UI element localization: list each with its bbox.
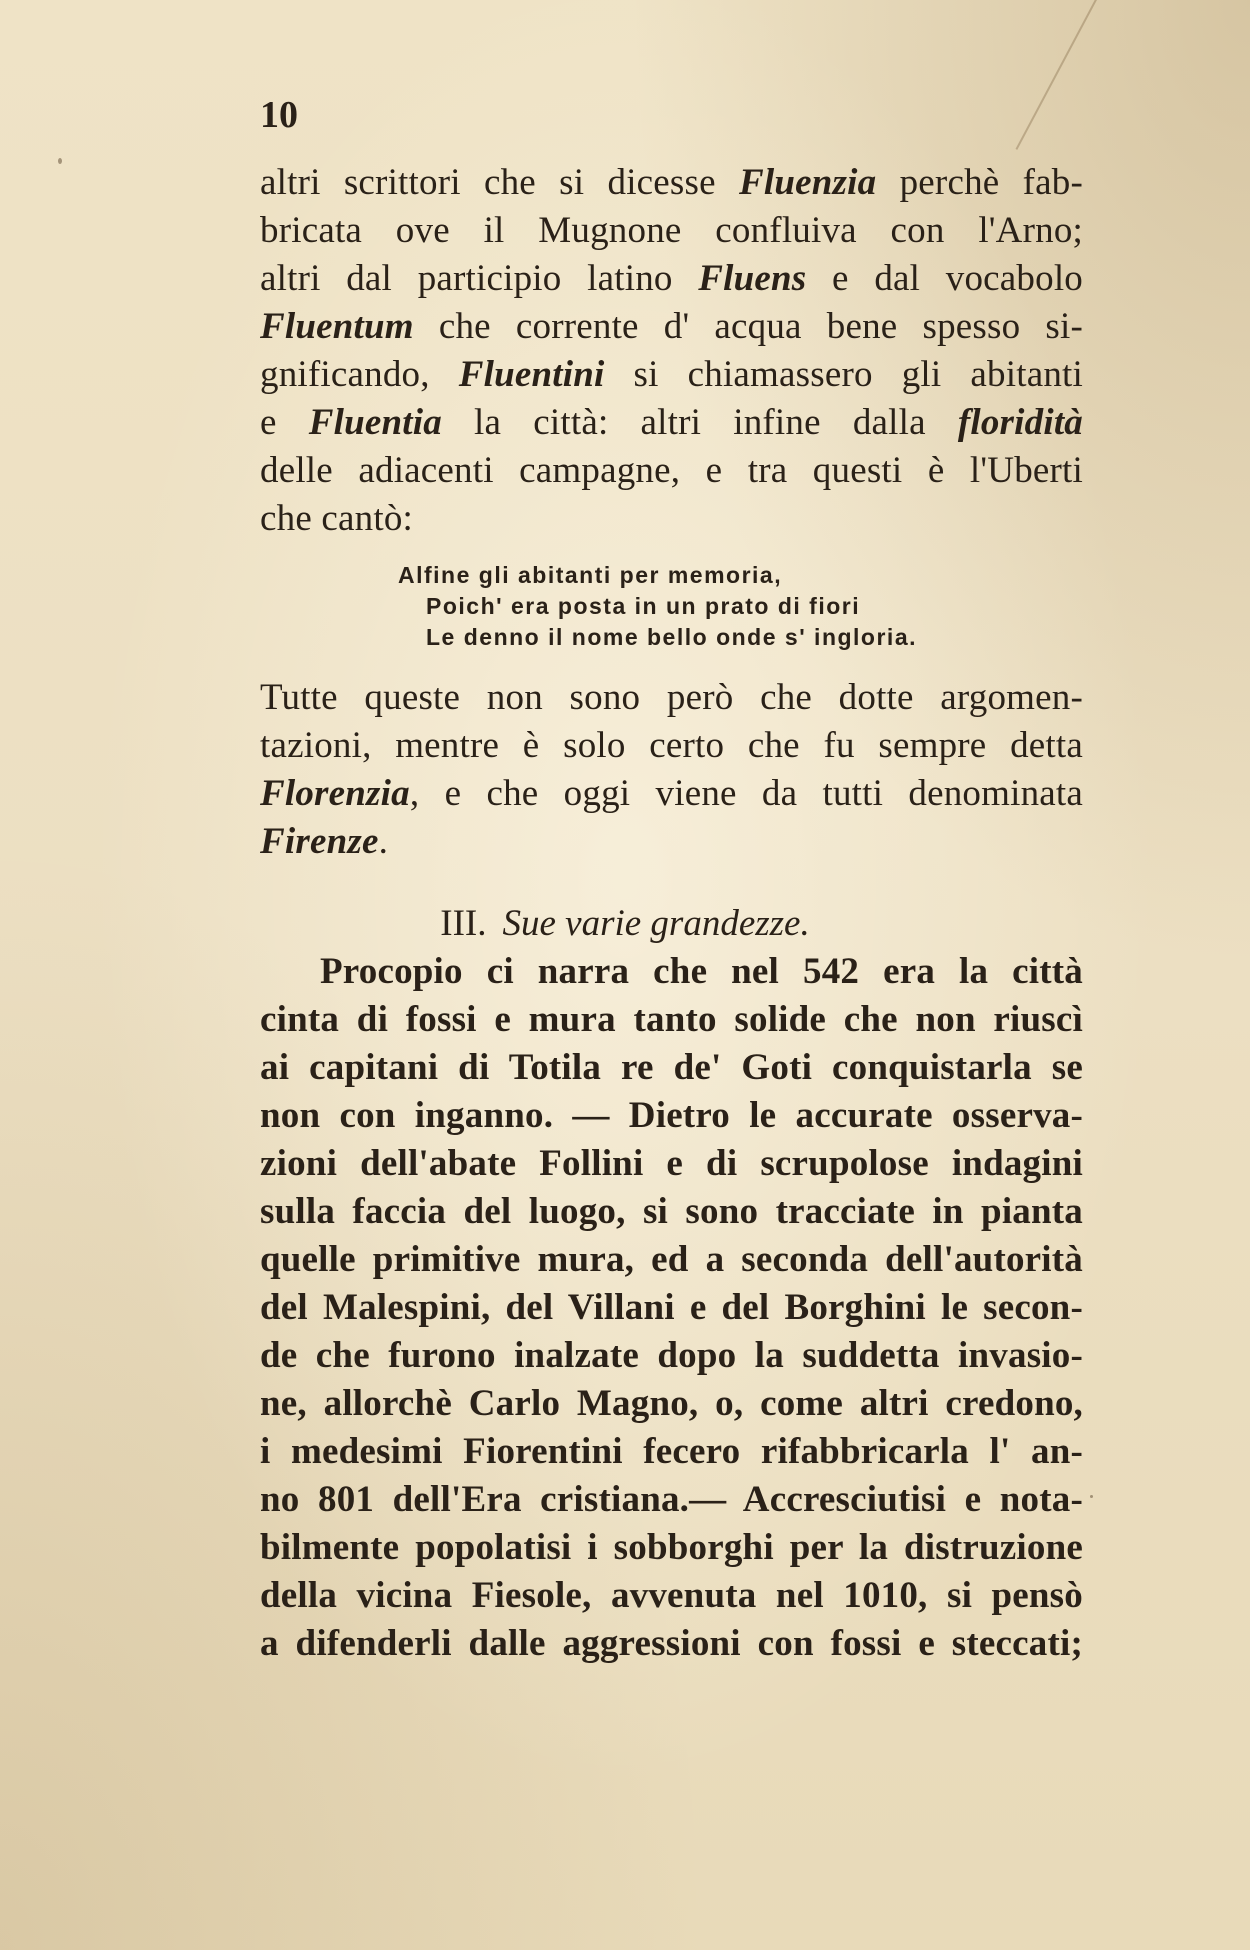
text-line: Fluentum che corrente d' acqua bene spesso si- bbox=[260, 306, 1083, 347]
text-line: cinta di fossi e mura tanto solide che non riuscì bbox=[260, 999, 1083, 1040]
paper-speck bbox=[1090, 1495, 1093, 1498]
italic-term: floridità bbox=[957, 402, 1083, 443]
text-line: delle adiacenti campagne, e tra questi è l'Uberti bbox=[260, 450, 1083, 491]
text-line: Florenzia, e che oggi viene da tutti denominata bbox=[260, 773, 1083, 814]
text-line: no 801 dell'Era cristiana.— Accresciutisi e nota- bbox=[260, 1479, 1083, 1520]
text-line: della vicina Fiesole, avvenuta nel 1010, si pensò bbox=[260, 1575, 1083, 1616]
text-line: non con inganno. — Dietro le accurate osserva- bbox=[260, 1095, 1083, 1136]
text-line: e Fluentia la città: altri infine dalla floridità bbox=[260, 402, 1083, 443]
paper-speck bbox=[58, 158, 62, 164]
text-line: bilmente popolatisi i sobborghi per la distruzione bbox=[260, 1527, 1083, 1568]
text-line: tazioni, mentre è solo certo che fu sempre detta bbox=[260, 725, 1083, 766]
italic-term: Fluens bbox=[698, 258, 807, 299]
text-line: a difenderli dalle aggressioni con fossi e steccati; bbox=[260, 1623, 1083, 1664]
section-number: III. bbox=[440, 903, 487, 944]
text-line: altri dal participio latino Fluens e dal vocabolo bbox=[260, 258, 1083, 299]
text-line: quelle primitive mura, ed a seconda dell'autorità bbox=[260, 1239, 1083, 1280]
italic-term: Fluentia bbox=[308, 402, 442, 443]
verse-line: Alfine gli abitanti per memoria, bbox=[398, 562, 783, 588]
verse-line: Poich' era posta in un prato di fiori bbox=[426, 593, 861, 619]
verse-line: Le denno il nome bello onde s' ingloria. bbox=[426, 624, 918, 650]
text-line: bricata ove il Mugnone confluiva con l'Arno; bbox=[260, 210, 1083, 251]
verse-quotation bbox=[398, 560, 917, 653]
text-line: ne, allorchè Carlo Magno, o, come altri credono, bbox=[260, 1383, 1083, 1424]
text-line: ai capitani di Totila re de' Goti conquistarla se bbox=[260, 1047, 1083, 1088]
text-line: gnificando, Fluentini si chiamassero gli abitanti bbox=[260, 354, 1083, 395]
paragraph-naming bbox=[260, 674, 1083, 866]
text-line: de che furono inalzate dopo la suddetta invasio- bbox=[260, 1335, 1083, 1376]
text-line: altri scrittori che si dicesse Fluenzia perchè fab- bbox=[260, 162, 1084, 203]
section-title: Sue varie grandezze. bbox=[502, 903, 810, 944]
page-crease bbox=[1015, 0, 1101, 150]
text-line: zioni dell'abate Follini e di scrupolose indagini bbox=[260, 1143, 1083, 1184]
text-line: che cantò: bbox=[260, 498, 413, 539]
paragraph-etymology bbox=[260, 159, 1083, 543]
italic-term: Fluenzia bbox=[739, 162, 877, 203]
page-number: 10 bbox=[260, 94, 298, 136]
italic-term: Fluentum bbox=[260, 306, 414, 347]
text-line: i medesimi Fiorentini fecero rifabbricarla l' an- bbox=[260, 1431, 1083, 1472]
text-line: del Malespini, del Villani e del Borghini le secon- bbox=[260, 1287, 1083, 1328]
text-line: Tutte queste non sono però che dotte argomen- bbox=[260, 677, 1083, 718]
italic-term: Fluentini bbox=[458, 354, 605, 395]
text-line: Firenze. bbox=[260, 821, 389, 862]
text-line: sulla faccia del luogo, si sono tracciate in pianta bbox=[260, 1191, 1083, 1232]
paragraph-city-walls bbox=[260, 948, 1083, 1668]
italic-term: Firenze bbox=[260, 821, 379, 862]
section-heading bbox=[0, 900, 1250, 948]
text-line: Procopio ci narra che nel 542 era la città bbox=[320, 951, 1083, 992]
italic-term: Florenzia bbox=[260, 773, 410, 814]
